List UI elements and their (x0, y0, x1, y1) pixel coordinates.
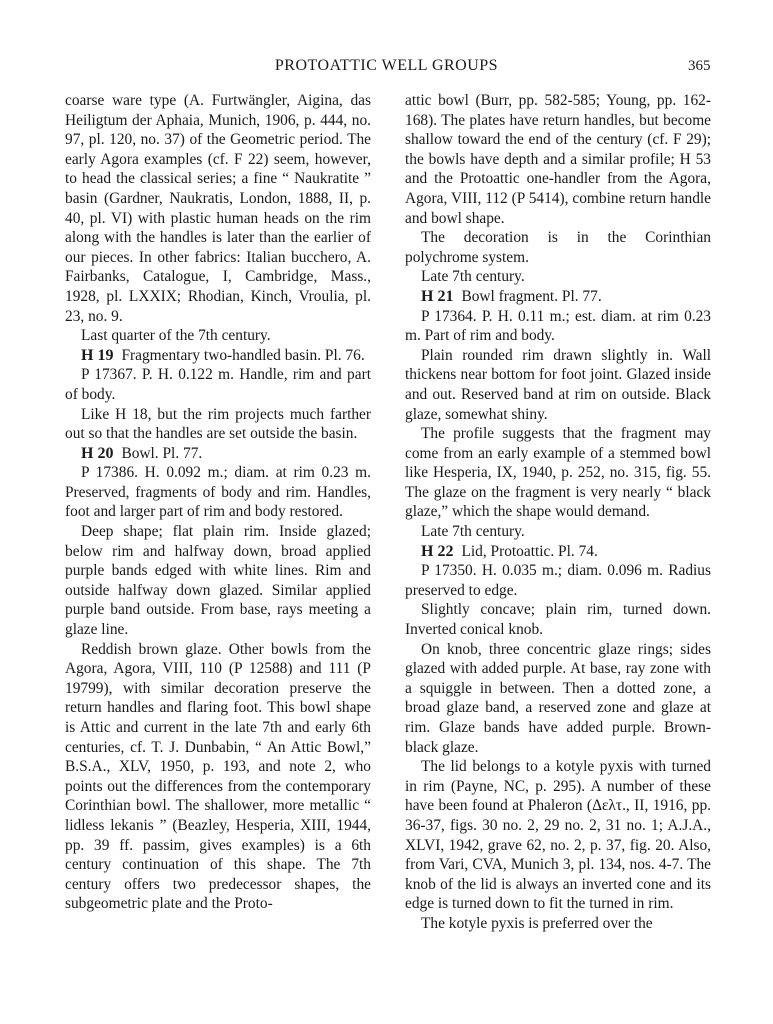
entry-title: Bowl fragment. Pl. 77. (461, 287, 602, 305)
paragraph: Reddish brown glaze. Other bowls from the Agora, Agora, VIII, 110 (P 12588) and 111 (P 19799), with similar decoration preserve the return handles and flaring foot. This bowl shape is Attic and current in the late 7th and early 6th centuries, cf. T. J. Dunbabin, “ An Attic Bowl,” B.S.A., XLV, 1950, p. 193, and note 2, who points out the differences from the contemporary Corinthian bowl. The shallower, more metallic “ lidless lekanis ” (Beazley, Hesperia, XIII, 1944, pp. 39 ff. passim, gives examples) is a 6th century continuation of this shape. The 7th century offers two predecessor shapes, the subgeometric plate and the Proto- (65, 640, 371, 913)
entry-title: Bowl. Pl. 77. (121, 444, 203, 462)
paragraph: The lid belongs to a kotyle pyxis with turned in rim (Payne, NC, p. 295). A number of these have been found at Phaleron (Δελτ., II, 1916, pp. 36-37, figs. 30 no. 2, 29 no. 2, 31 no. 1; A.J.A., XLVI, 1942, grave 62, no. 2, p. 37, fig. 20. Also, from Vari, CVA, Munich 3, pl. 134, nos. 4-7. The knob of the lid is always an inverted cone and its edge is turned down to fit the turned in rim. (405, 758, 711, 913)
paragraph: attic bowl (Burr, pp. 582-585; Young, pp. 162-168). The plates have return handles, but become shallow toward the end of the century (cf. F 29); the bowls have depth and a similar profile; H 53 and the Protoattic one-handler from the Agora, Agora, VIII, 112 (P 5414), combine return handle and bowl shape. (405, 92, 711, 227)
paragraph: The kotyle pyxis is preferred over the (421, 914, 653, 932)
right-column (405, 91, 711, 934)
entry-number: H 20 (81, 444, 114, 462)
entry-heading-h22 (405, 542, 711, 562)
paragraph: Late 7th century. (421, 523, 525, 541)
page-number: 365 (688, 58, 711, 74)
paragraph: The profile suggests that the fragment may come from an early example of a stemmed bowl like Hesperia, IX, 1940, p. 252, no. 315, fig. 55. The glaze on the fragment is very nearly “ black glaze,” which the shape would demand. (405, 425, 711, 521)
paragraph: Last quarter of the 7th century. (81, 327, 271, 345)
paragraph: P 17367. P. H. 0.122 m. Handle, rim and part of body. (65, 366, 371, 403)
entry-heading-h19 (65, 346, 371, 366)
paragraph: Late 7th century. (421, 268, 525, 286)
paragraph: Slightly concave; plain rim, turned down. Inverted conical knob. (405, 601, 711, 639)
paragraph: On knob, three concentric glaze rings; sides glazed with added purple. At base, ray zone with a squiggle in between. Then a dotted zone, a broad glaze band, a reserved zone and glaze at rim. Glaze bands have added purple. Brown-black glaze. (405, 640, 711, 756)
paragraph: Deep shape; flat plain rim. Inside glazed; below rim and halfway down, broad applied purple bands edged with white lines. Rim and outside halfway down glazed. Similar applied purple band outside. From base, rays meeting a glaze line. (65, 523, 371, 639)
entry-number: H 21 (421, 287, 454, 305)
paragraph: P 17364. P. H. 0.11 m.; est. diam. at rim 0.23 m. Part of rim and body. (405, 307, 711, 345)
entry-heading-h20 (65, 444, 371, 464)
paragraph: Plain rounded rim drawn slightly in. Wall thickens near bottom for foot joint. Glazed inside and out. Reserved band at rim on outside. Black glaze, somewhat shiny. (405, 346, 711, 423)
entry-title: Fragmentary two-handled basin. Pl. 76. (121, 346, 365, 364)
paragraph: P 17386. H. 0.092 m.; diam. at rim 0.23 m. Preserved, fragments of body and rim. Handles, foot and larger part of rim and body restored. (65, 464, 371, 521)
left-column (65, 91, 371, 914)
paragraph: The decoration is in the Corinthian polychrome system. (405, 229, 711, 266)
paragraph: coarse ware type (A. Furtwängler, Aigina, das Heiligtum der Aphaia, Munich, 1906, p. 444, no. 97, pl. 120, no. 37) of the Geometric period. The early Agora examples (cf. F 22) seem, however, to head the classical series; a fine “ Naukratite ” basin (Gardner, Naukratis, London, 1888, II, p. 40, pl. VI) with plastic human heads on the rim along with the handles is later than the earlier of our pieces. In other fabrics: Italian bucchero, A. Fairbanks, Catalogue, I, Cambridge, Mass., 1928, pl. LXXIX; Rhodian, Kinch, Vroulia, pl. 23, no. 9. (65, 92, 371, 325)
running-title: PROTOATTIC WELL GROUPS (274, 57, 499, 74)
entry-number: H 22 (421, 542, 454, 560)
entry-title: Lid, Protoattic. Pl. 74. (461, 542, 598, 560)
paragraph: Like H 18, but the rim projects much farther out so that the handles are set outside the basin. (65, 405, 371, 443)
entry-heading-h21 (405, 287, 711, 307)
paragraph: P 17350. H. 0.035 m.; diam. 0.096 m. Radius preserved to edge. (405, 562, 711, 599)
entry-number: H 19 (81, 346, 114, 364)
